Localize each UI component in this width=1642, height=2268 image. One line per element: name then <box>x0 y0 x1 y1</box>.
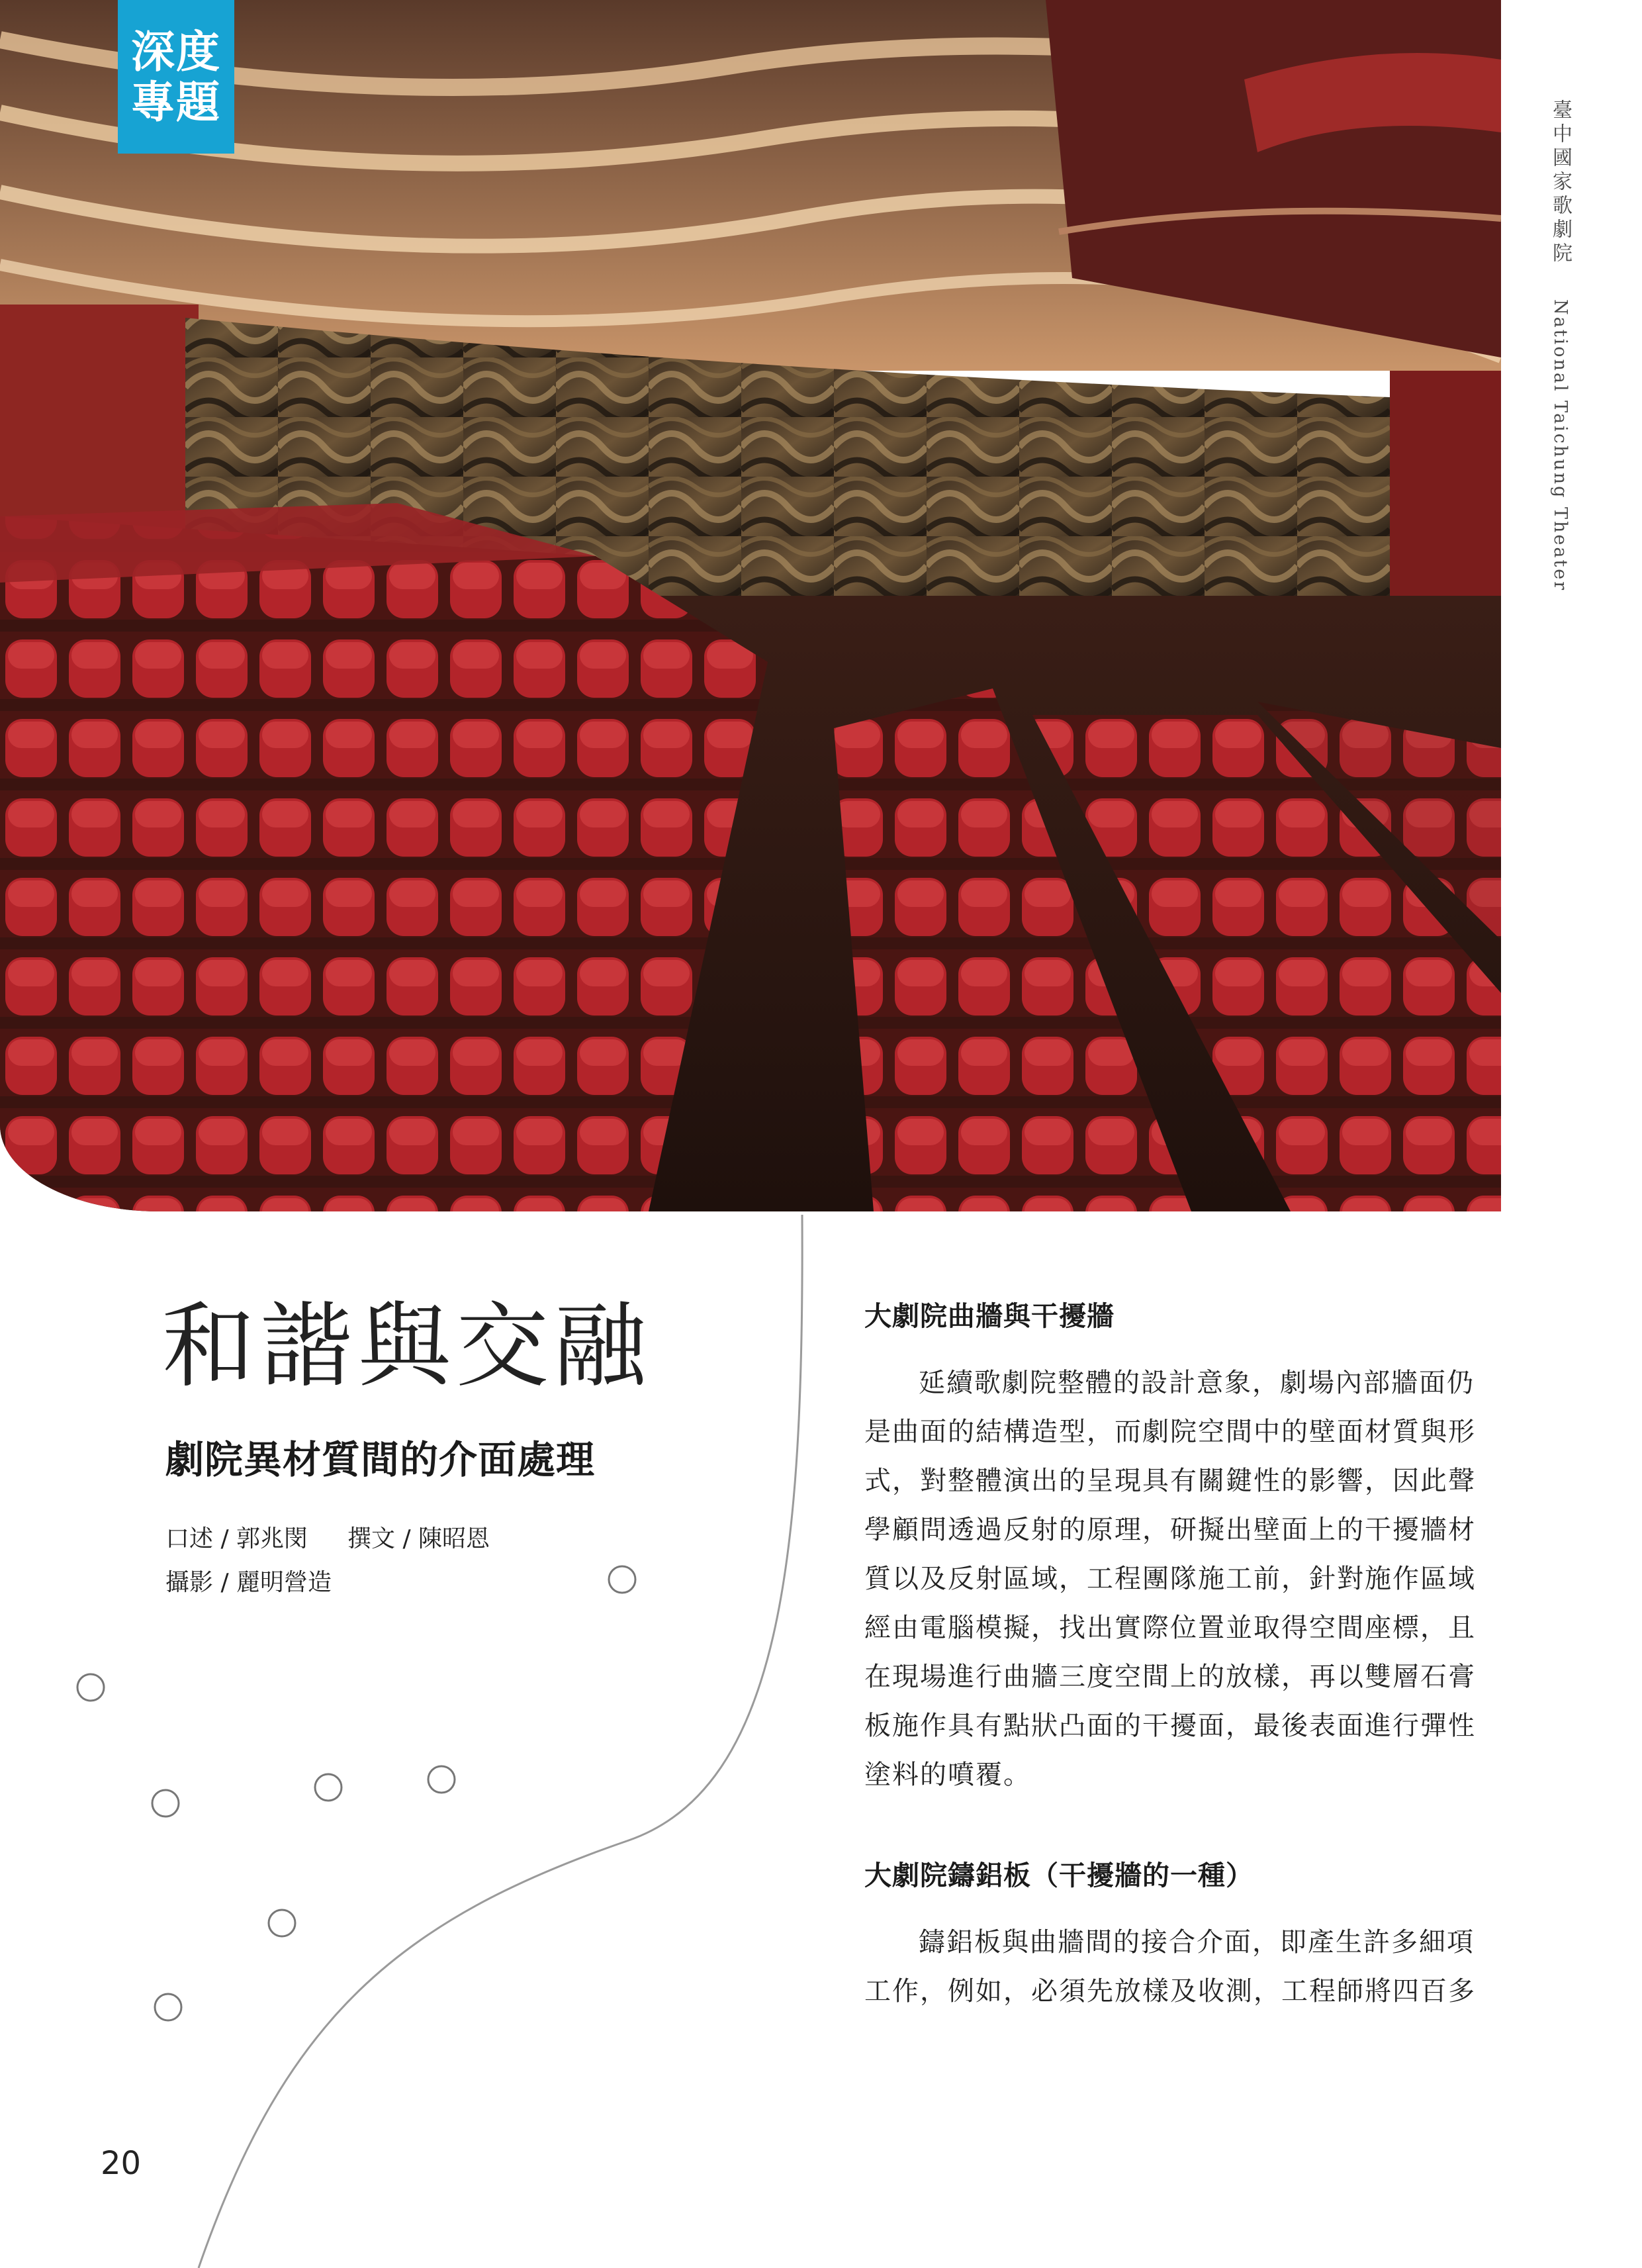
body-line: 塗料的噴覆。 <box>864 1760 1031 1790</box>
body-line: 鑄鋁板與曲牆間的接合介面，即產生許多細項 <box>919 1927 1475 1958</box>
body-line: 延續歌劇院整體的設計意象，劇場內部牆面仍 <box>919 1368 1475 1398</box>
body-line: 工作，例如，必須先放樣及收測，工程師將四百多 <box>864 1976 1476 2007</box>
credit-photographer: 攝影 / 麗明營造 <box>165 1569 332 1596</box>
body-line: 學顧問透過反射的原理，研擬出壁面上的干擾牆材 <box>864 1515 1476 1545</box>
credit-interview: 口述 / 郭兆閔 <box>165 1525 308 1552</box>
article-title: 和諧與交融 <box>162 1293 653 1401</box>
body-line: 板施作具有點狀凸面的干擾面，最後表面進行彈性 <box>864 1711 1476 1741</box>
article-subtitle: 劇院異材質間的介面處理 <box>165 1437 596 1482</box>
theater-photo <box>0 0 1501 1211</box>
page-number: 20 <box>101 2145 142 2182</box>
credit-line-1 <box>165 1520 490 1554</box>
section-tag <box>118 0 234 154</box>
side-label-en: National Taichung Theater <box>1550 299 1571 592</box>
body-line: 質以及反射區域，工程團隊施工前，針對施作區域 <box>864 1564 1476 1594</box>
section-tag-line-2: 專題 <box>131 76 221 128</box>
section-tag-line-1: 深度 <box>131 26 221 77</box>
section-2-heading: 大劇院鑄鋁板（干擾牆的一種） <box>864 1860 1254 1891</box>
credit-writer: 撰文 / 陳昭恩 <box>347 1525 490 1552</box>
side-running-head <box>1545 99 1574 592</box>
section-1-heading: 大劇院曲牆與干擾牆 <box>864 1300 1115 1332</box>
side-label-zh: 臺中國家歌劇院 <box>1549 99 1572 266</box>
section-1 <box>864 1294 1486 1799</box>
body-line: 是曲面的結構造型，而劇院空間中的壁面材質與形 <box>864 1417 1476 1447</box>
auditorium-illustration <box>0 0 1501 1211</box>
section-2 <box>864 1854 1486 2016</box>
body-line: 式，對整體演出的呈現具有關鍵性的影響，因此聲 <box>864 1466 1476 1496</box>
body-line: 在現場進行曲牆三度空間上的放樣，再以雙層石膏 <box>864 1662 1476 1692</box>
body-line: 經由電腦模擬，找出實際位置並取得空間座標，且 <box>864 1613 1476 1643</box>
